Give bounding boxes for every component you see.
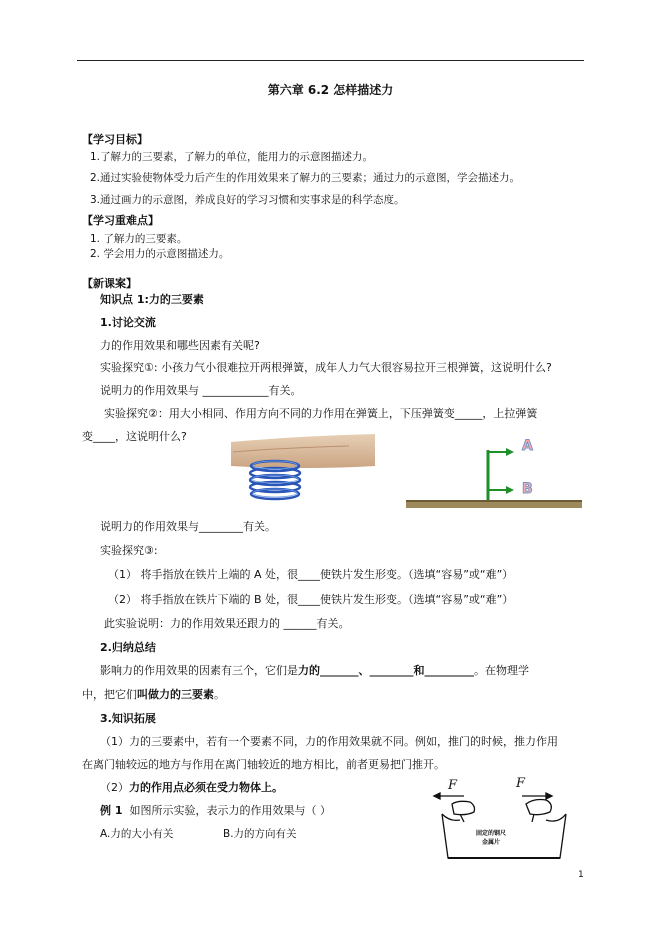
header-rule bbox=[77, 60, 584, 61]
experiment-3-heading: 实验探究③: bbox=[100, 544, 158, 557]
experiment-3-conclusion: 此实验说明：力的作用效果还跟力的 ______有关。 bbox=[104, 617, 350, 630]
marker-b-label: B bbox=[522, 481, 533, 497]
experiment-1-text: 实验探究①: 小孩力气小很难拉开两根弹簧，成年人力气大很容易拉开三根弹簧，这说明什么? bbox=[100, 361, 552, 374]
knowledge-point-1: 知识点 1:力的三要素 bbox=[100, 293, 204, 306]
expand-item-1: （1）力的三要素中，若有一个要素不同，力的作用效果就不同。例如，推门的时候，推力作用 bbox=[100, 735, 558, 748]
discuss-heading: 1.讨论交流 bbox=[100, 316, 156, 329]
spring-press-figure bbox=[229, 432, 375, 506]
experiment-2-text-cont: 变____，这说明什么? bbox=[82, 430, 187, 443]
expand-item-1-cont: 在离门轴较远的地方与作用在离门轴较近的地方相比，前者更易把门推开。 bbox=[82, 758, 445, 771]
summary-text-end: 。在物理学 bbox=[474, 664, 529, 677]
example-label: 例 1 bbox=[100, 804, 123, 817]
box-caption-line-2: 金属片 bbox=[482, 839, 501, 846]
experiment-2-text: 实验探究②：用大小相同、作用方向不同的力作用在弹簧上，下压弹簧变_____，上拉弹簧 bbox=[104, 407, 538, 420]
expand-item-2-text: 力的作用点必须在受力物体上。 bbox=[129, 781, 283, 794]
keypoint-item: 2. 学会用力的示意图描述力。 bbox=[90, 248, 230, 260]
force-label-right: F bbox=[516, 776, 526, 791]
goal-item: 2.通过实验使物体受力后产生的作用效果来了解力的三要素；通过力的示意图，学会描述力。 bbox=[90, 172, 521, 184]
force-label-left: F bbox=[448, 778, 458, 793]
keypoints-heading: 【学习重难点】 bbox=[82, 214, 159, 227]
marker-a-label: A bbox=[522, 438, 533, 454]
hands-force-figure bbox=[430, 778, 588, 860]
summary-heading: 2.归纳总结 bbox=[100, 641, 156, 654]
keypoint-item: 1. 了解力的三要素。 bbox=[90, 233, 188, 245]
summary-line-1 bbox=[100, 662, 529, 678]
goal-item: 3.通过画力的示意图，养成良好的学习习惯和实事求是的科学态度。 bbox=[90, 194, 405, 206]
goal-item: 1.了解力的三要素，了解力的单位，能用力的示意图描述力。 bbox=[90, 151, 374, 163]
option-b: B.力的方向有关 bbox=[223, 828, 297, 840]
summary-text-end: 。 bbox=[214, 688, 225, 701]
summary-line-2 bbox=[82, 686, 225, 702]
expand-item-2-number: （2） bbox=[100, 781, 129, 794]
example-question: 如图所示实验，表示力的作用效果与（ ） bbox=[129, 804, 331, 817]
experiment-1-conclusion: 说明力的作用效果与 ____________有关。 bbox=[100, 384, 302, 397]
experiment-3-item: （1） 将手指放在铁片上端的 A 处，很____使铁片发生形变。（选填“容易”或“难”） bbox=[108, 568, 514, 581]
newlesson-heading: 【新课案】 bbox=[82, 277, 137, 290]
page-number: 1 bbox=[578, 870, 584, 880]
goals-heading: 【学习目标】 bbox=[82, 133, 148, 146]
experiment-3-item: （2） 将手指放在铁片下端的 B 处，很____使铁片发生形变。（选填“容易”或“难”） bbox=[108, 593, 514, 606]
question-text: 力的作用效果和哪些因素有关呢? bbox=[100, 339, 260, 352]
summary-text: 影响力的作用效果的因素有三个，它们是 bbox=[100, 664, 298, 677]
summary-factors: 力的_______、________和_________ bbox=[298, 664, 474, 677]
metal-strip-figure bbox=[406, 436, 584, 512]
expand-item-2 bbox=[100, 779, 283, 795]
box-caption-line-1: 固定的钢尺 bbox=[476, 830, 507, 837]
three-elements-term: 叫做力的三要素 bbox=[137, 688, 214, 701]
page-title: 第六章 6.2 怎样描述力 bbox=[267, 83, 394, 97]
expand-heading: 3.知识拓展 bbox=[100, 712, 156, 725]
option-a: A.力的大小有关 bbox=[100, 828, 174, 840]
summary-text: 中，把它们 bbox=[82, 688, 137, 701]
experiment-2-conclusion: 说明力的作用效果与________有关。 bbox=[100, 520, 276, 533]
example-1 bbox=[100, 802, 331, 818]
